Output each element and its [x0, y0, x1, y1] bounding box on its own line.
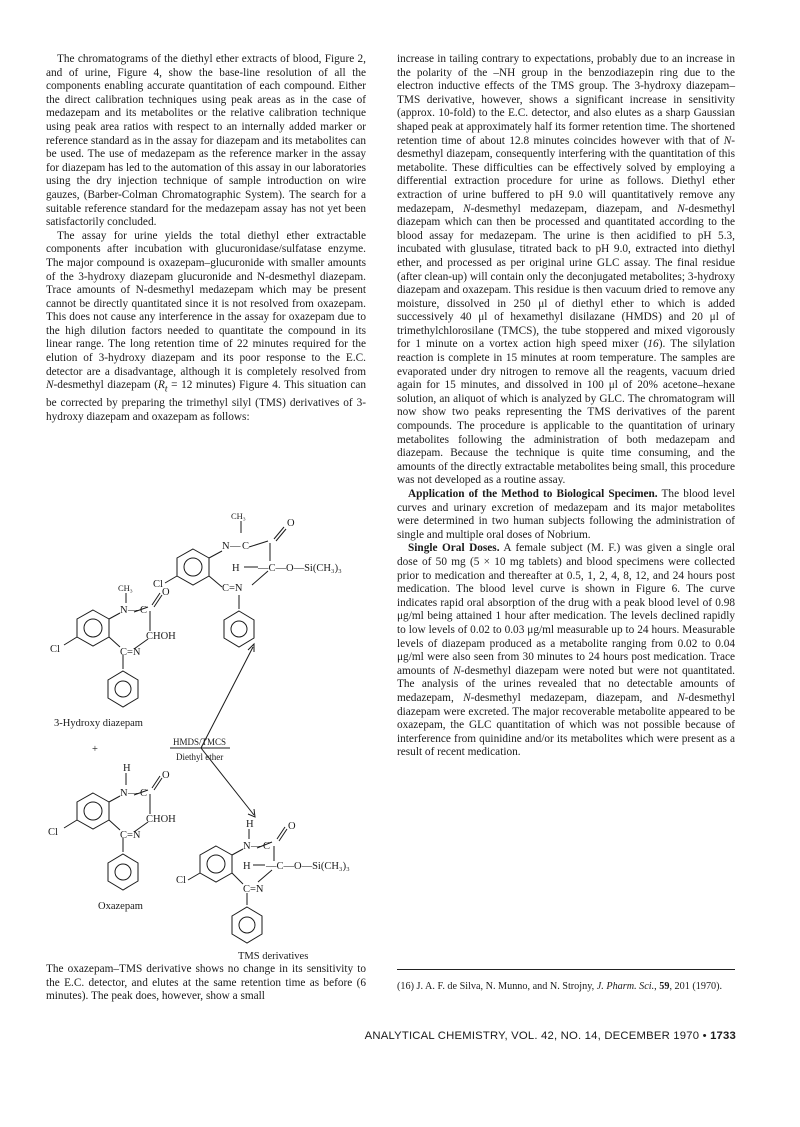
svg-text:C=N: C=N — [120, 647, 141, 658]
svg-text:Cl: Cl — [176, 875, 186, 886]
tms-hydroxy-ch3-label: CH₃ — [231, 511, 246, 521]
left-column — [46, 53, 366, 424]
label-oxazepam: Oxazepam — [98, 901, 143, 912]
paragraph-application: Application of the Method to Biological Specimen. The blood level curves and urinary excretion of medazepam and its major metabolites were determined in two human subjects following the administration of single and multiple oral doses of Nobrium. — [397, 488, 735, 541]
plus-sign: + — [92, 744, 98, 755]
svg-text:H: H — [243, 861, 251, 872]
tms-group-label-top: —C—O—Si(CH₃)₃ — [258, 563, 342, 574]
svg-text:C: C — [140, 788, 148, 799]
svg-text:—: — — [128, 605, 139, 616]
svg-text:Cl: Cl — [48, 827, 58, 838]
svg-text:C: C — [140, 605, 148, 616]
svg-text:Cl: Cl — [50, 644, 60, 655]
svg-text:CH₃: CH₃ — [118, 583, 133, 593]
right-column — [397, 53, 735, 760]
section-heading-application: Application of the Method to Biological Specimen. — [408, 488, 658, 500]
journal-citation: ANALYTICAL CHEMISTRY, VOL. 42, NO. 14, DECEMBER 1970 — [364, 1030, 700, 1042]
paragraph-urine-assay: The assay for urine yields the total diethyl ether extractable components after incubation with glucuronidase/sulfatase enzyme. The major compound is oxazepam–glucuronide with smaller amounts of the 3-hydroxy diazepam glucuronide and N-desmethyl diazepam. Trace amounts of N-desmethyl medazepam which may be present cannot be directly quantitated since it is not resolved from oxazepam. This does not cause any interference in the assay for oxazepam due to the high dilution factors needed to quantitate the compound in its linear range. The long retention time of 22 minutes required for the elution of 3-hydroxy diazepam and its poor response to the E.C. detector are a disadvantage, although it is completely resolved from N-desmethyl diazepam ($R_t = 12$ minutes) Figure 4. This situation can be corrected by preparing the trimethyl silyl (TMS) derivatives of 3-hydroxy diazepam and oxazepam as follows: — [46, 229, 366, 423]
svg-text:H: H — [246, 819, 254, 830]
svg-text:O: O — [287, 518, 295, 529]
paragraph-chromatograms: The chromatograms of the diethyl ether extracts of blood, Figure 2, and of urine, Figure 4, show the base-line resolution of all the components enabling accurate quantitation of each compound. Either the direct calibration techniques using peak areas as in the case of medazepam and its metabolites or the relative calibration technique using peak area ratios with respect to an internally added marker or reference standard as in the assay for diazepam and its metabolites can be used. The use of medazepam as the reference marker in the assay for diazepam has led to the automation of this assay in our laboratories using the dry injection technique of sample introduction on wire gauzes, (Barber-Colman Chromatographic System). The search for a suitable reference standard for the medazepam assay has not yet been satisfactorily concluded. — [46, 53, 366, 229]
svg-text:—: — — [128, 788, 139, 799]
label-3-hydroxy-diazepam: 3-Hydroxy diazepam — [54, 718, 143, 729]
paragraph-single-oral-doses: Single Oral Doses. A female subject (M. F.) was given a single oral dose of 50 mg (5 × 10 mg tablets) and blood specimens were collected prior to medication and thereafter at 0.5, 1, 2, 4, 8, 12, and 24 hours post medication. The blood level curve is shown in Figure 6. The curve indicates rapid oral absorption of the drug with a peak blood level of 0.98 μg/ml being attained 1 hour after medication. The levels declined rapidly to low levels of 0.02 to 0.03 μg/ml measurable up to 24 hours. Measurable levels of diazepam produced as a metabolite ranging from 0.02 to 0.04 μg/ml were also seen from 30 minutes to 24 hours post medication. Trace amounts of N-desmethyl diazepam were noted but were not quantitated. The analysis of the urines revealed that no detectable amounts of medazepam, N-desmethyl medazepam, diazepam, and N-desmethyl diazepam were excreted. The major recoverable metabolite appeared to be oxazepam, the GLC quantitation of which was not possible because of interference from quinidine and/or its metabolites which were present as a result of recent medication. — [397, 542, 735, 759]
page-footer — [300, 1030, 736, 1042]
footer-bullet: • — [702, 1030, 707, 1042]
svg-text:Cl: Cl — [153, 579, 163, 590]
svg-text:C: C — [263, 841, 271, 852]
oxazepam-structure — [64, 773, 162, 890]
svg-text:C: C — [242, 541, 250, 552]
tms-product-oxazepam-structure — [188, 827, 287, 943]
page-number: 1733 — [710, 1030, 736, 1042]
svg-text:N: N — [120, 605, 128, 616]
svg-text:N: N — [243, 841, 251, 852]
svg-text:CHOH: CHOH — [146, 814, 176, 825]
svg-text:N: N — [222, 541, 230, 552]
svg-text:CHOH: CHOH — [146, 631, 176, 642]
reagent-diethyl-ether: Diethyl ether — [176, 752, 224, 762]
svg-text:C=N: C=N — [120, 830, 141, 841]
paragraph-tailing: increase in tailing contrary to expectations, probably due to an increase in the polarity of the –NH group in the benzodiazepin ring due to the electron inductive effects of the TMS group. The 3-hydroxy diazepam–TMS derivative, however, shows a significant increase in sensitivity (approx. 10-fold) to the E.C. detector, and also elutes as a sharp Gaussian shaped peak at approximately half its former retention time. The shortened retention time of about 12.8 minutes coincides however with that of N-desmethyl diazepam, consequently interfering with the quantitation of this metabolite. These difficulties can be effectively solved by employing a differential extraction procedure for urine as follows. Diethyl ether extraction of urine buffered to pH 9.0 will quantitatively remove any medazepam, N-desmethyl medazepam, diazepam, and N-desmethyl diazepam which can then be processed and quantitated according to the blood assay for medazepam. The urine is then acidified to pH 5.3, incubated with glusulase, titrated back to pH 9.0, extracted into diethyl ether, and processed as per original urine GLC assay. The final residue (after clean-up) will contain only the deconjugated metabolites; 3-hydroxy diazepam and oxazepam. This residue is then vacuum dried to remove any moisture, dissolved in 250 μl of diethyl ether to which is added successively 40 μl of hexamethyl disilazane (HMDS) and 20 μl of trimethylchlorosilane (TMCS), the tube stoppered and mixed vigorously for 1 minute on a vortex action high speed mixer (16). The silylation reaction is complete in 15 minutes at room temperature. The samples are evaporated under dry nitrogen to remove all the reagents, vacuum dried again for 15 minutes, and dissolved in 100 μl of 20% acetone–hexane solution, an aliquot of which is analyzed by GLC. The chromatogram will now show two peaks representing the TMS derivatives of the parent compounds. The procedure is applicable to the quantitation of urinary metabolites following the administration of both medazepam and diazepam. Because the technique is quite time consuming, and the amounts of the directly extractable metabolites being small, this procedure was not developed as a routine assay. — [397, 53, 735, 487]
svg-text:H: H — [232, 563, 240, 574]
svg-text:—: — — [251, 841, 262, 852]
tms-group-label-bottom: —C—O—Si(CH₃)₃ — [266, 861, 350, 872]
svg-text:C=N: C=N — [243, 884, 264, 895]
svg-text:—: — — [230, 541, 241, 552]
hydroxy-diazepam-structure — [64, 593, 162, 707]
paragraph-oxazepam-tms: The oxazepam–TMS derivative shows no change in its sensitivity to the E.C. detector, and elutes at the same retention time as before (6 minutes). The peak does, however, show a small — [46, 963, 366, 1003]
svg-text:O: O — [162, 587, 170, 598]
footnote-divider — [397, 969, 735, 970]
svg-text:O: O — [162, 770, 170, 781]
reference-16: (16) J. A. F. de Silva, N. Munno, and N. Strojny, J. Pharm. Sci., 59, 201 (1970). — [397, 981, 723, 992]
svg-text:H: H — [123, 763, 131, 774]
tms-derivatization-scheme — [46, 509, 376, 961]
reaction-arrows — [170, 644, 255, 817]
svg-text:N: N — [120, 788, 128, 799]
svg-text:C=N: C=N — [222, 583, 243, 594]
section-heading-single-doses: Single Oral Doses. — [408, 542, 500, 555]
svg-text:O: O — [288, 821, 296, 832]
label-tms-derivatives: TMS derivatives — [238, 951, 309, 961]
reagent-hmds-tmcs: HMDS/TMCS — [173, 737, 227, 747]
